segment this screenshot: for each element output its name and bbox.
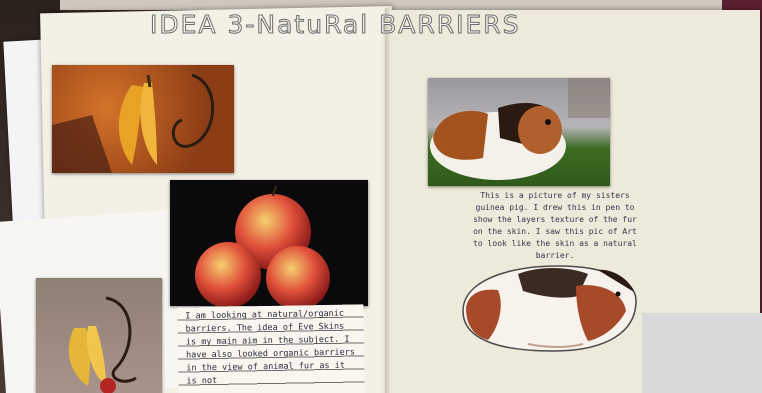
guinea-pig-sketch (458, 256, 638, 358)
bananas-small-photo (36, 278, 162, 393)
bananas-illustration (52, 65, 234, 173)
apples-photo (170, 180, 368, 306)
sketchbook-spine (385, 8, 391, 393)
bananas-small-illustration (36, 278, 162, 393)
guinea-pig-photo (428, 78, 610, 186)
guinea-pig-illustration (428, 78, 610, 186)
page-title: IDEA 3-NatuRal BARRIERS (150, 10, 521, 39)
organic-barriers-note: I am looking at natural/organic barriers. The idea of Eve Skins is my main aim in the subject. I have also looked organic barriers in the view of animal fur as it is not (177, 304, 365, 393)
desk-bottom-right (642, 313, 762, 393)
bananas-photo (52, 65, 234, 173)
apples-illustration (170, 180, 368, 306)
guinea-pig-drawing (458, 256, 638, 358)
guinea-pig-caption: This is a picture of my sisters guinea pig. I drew this in pen to show the layers texture of the fur on the skin. I saw this pic of Art to look like the skin as a natural barrier. (473, 191, 637, 260)
